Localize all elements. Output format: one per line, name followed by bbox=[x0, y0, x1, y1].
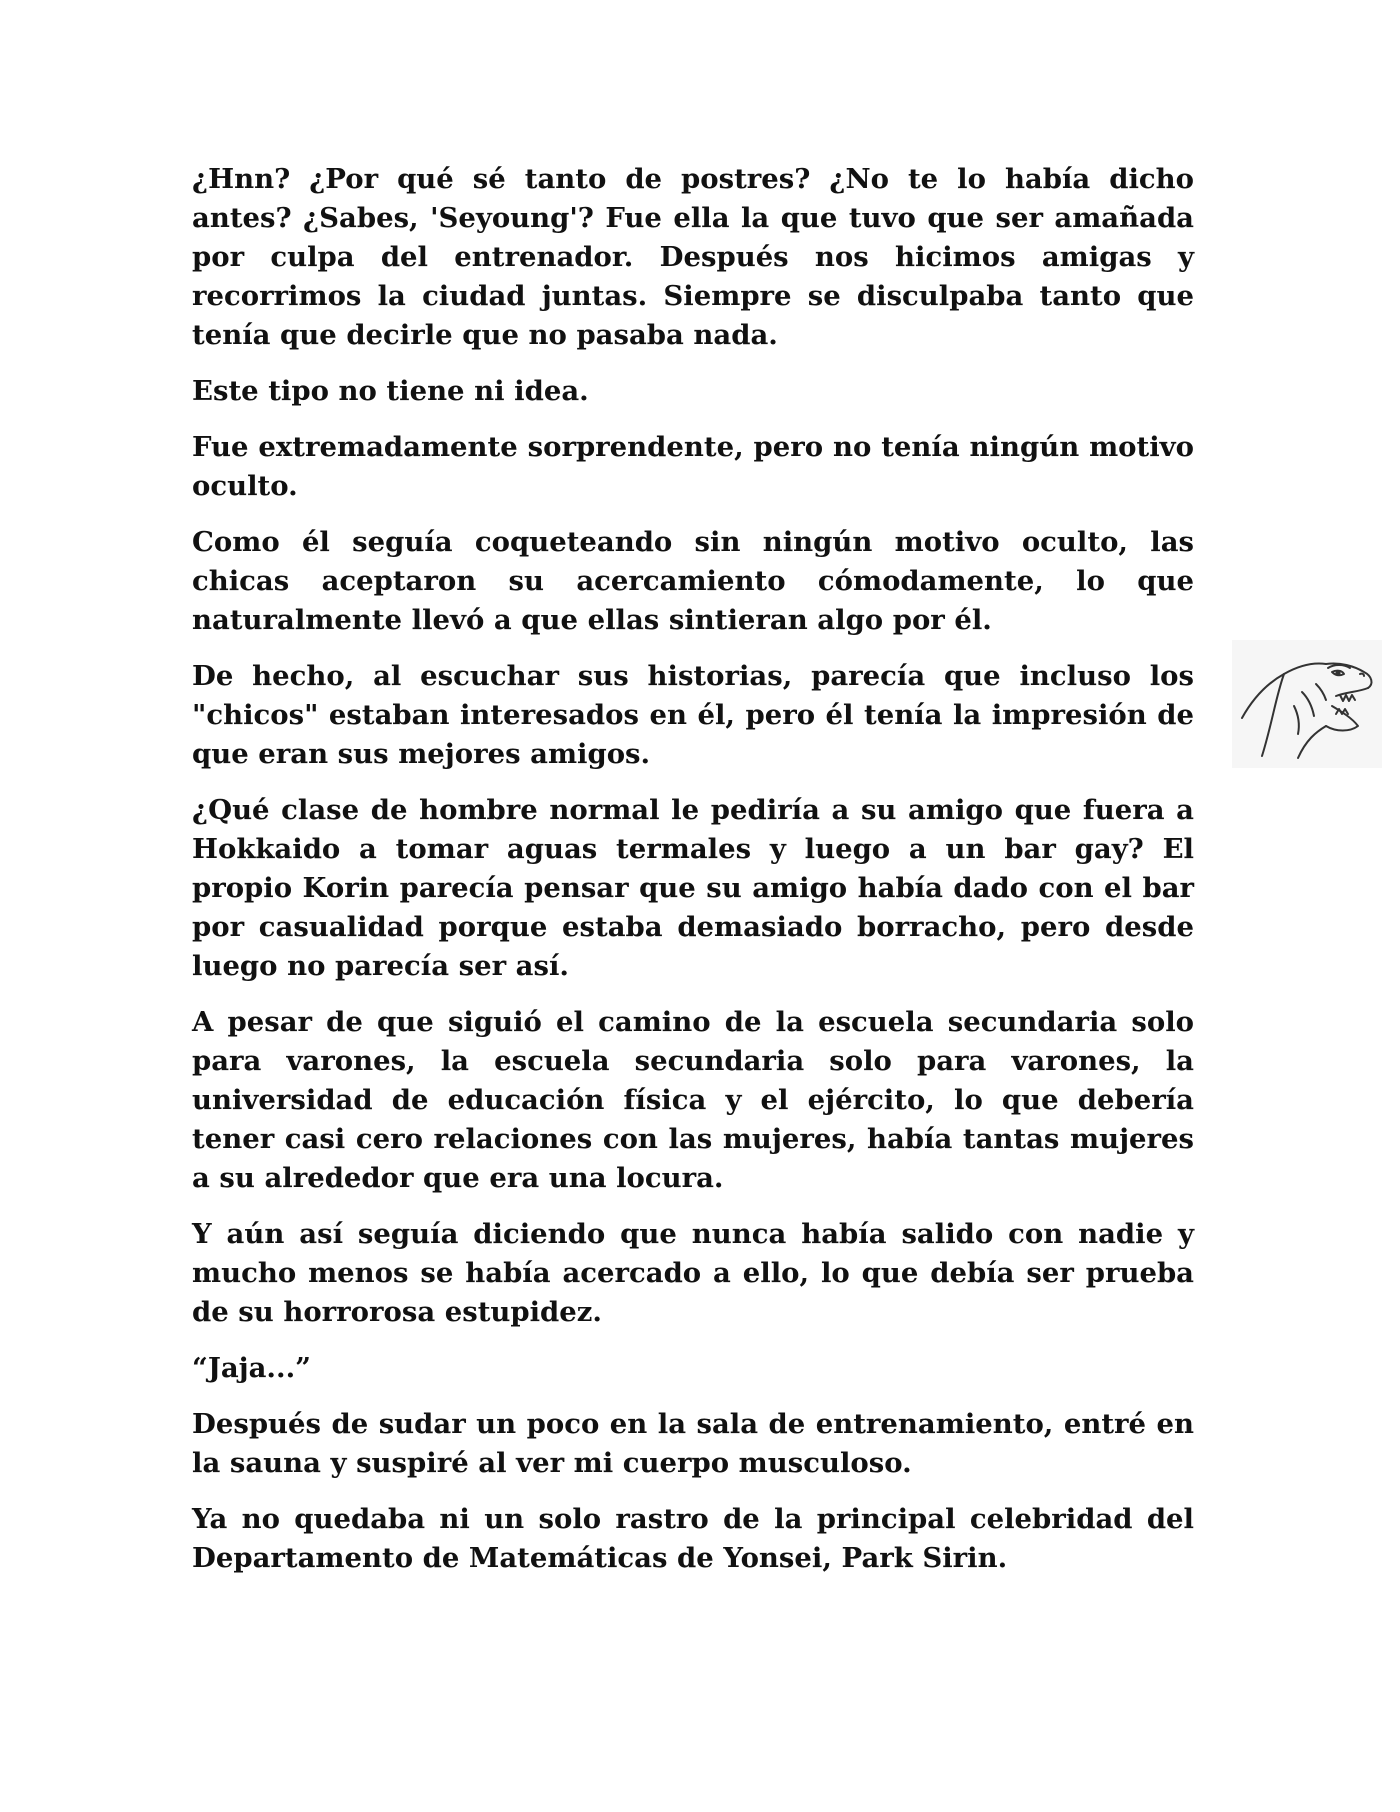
paragraph: ¿Hnn? ¿Por qué sé tanto de postres? ¿No te lo había dicho antes? ¿Sabes, 'Seyoung'? Fue ella la que tuvo que ser amañada por culpa del entrenador. Después nos hicimos amigas y recorrimos la ciudad juntas. Siempre se disculpaba tanto que tenía que decirle que no pasaba nada. bbox=[192, 163, 1194, 351]
paragraph: Y aún así seguía diciendo que nunca había salido con nadie y mucho menos se había acercado a ello, lo que debía ser prueba de su horrorosa estupidez. bbox=[192, 1218, 1194, 1328]
paragraph: Después de sudar un poco en la sala de entrenamiento, entré en la sauna y suspiré al ver mi cuerpo musculoso. bbox=[192, 1408, 1194, 1479]
paragraph: De hecho, al escuchar sus historias, parecía que incluso los "chicos" estaban interesados en él, pero él tenía la impresión de que eran sus mejores amigos. bbox=[192, 660, 1194, 770]
paragraph: Fue extremadamente sorprendente, pero no tenía ningún motivo oculto. bbox=[192, 431, 1194, 502]
paragraph: A pesar de que siguió el camino de la escuela secundaria solo para varones, la escuela secundaria solo para varones, la universidad de educación física y el ejército, lo que debería tener casi cero relaciones con las mujeres, había tantas mujeres a su alrededor que era una locura. bbox=[192, 1006, 1194, 1194]
paragraph: Este tipo no tiene ni idea. bbox=[192, 375, 589, 407]
body-text bbox=[192, 160, 1194, 1595]
paragraph: Como él seguía coqueteando sin ningún motivo oculto, las chicas aceptaron su acercamiento cómodamente, lo que naturalmente llevó a que ellas sintieran algo por él. bbox=[192, 526, 1194, 636]
paragraph: Ya no quedaba ni un solo rastro de la principal celebridad del Departamento de Matemáticas de Yonsei, Park Sirin. bbox=[192, 1503, 1194, 1574]
dinosaur-head-sketch-icon bbox=[1232, 640, 1382, 768]
paragraph: “Jaja...” bbox=[192, 1352, 311, 1384]
paragraph: ¿Qué clase de hombre normal le pediría a su amigo que fuera a Hokkaido a tomar aguas termales y luego a un bar gay? El propio Korin parecía pensar que su amigo había dado con el bar por casualidad porque estaba demasiado borracho, pero desde luego no parecía ser así. bbox=[192, 794, 1194, 982]
